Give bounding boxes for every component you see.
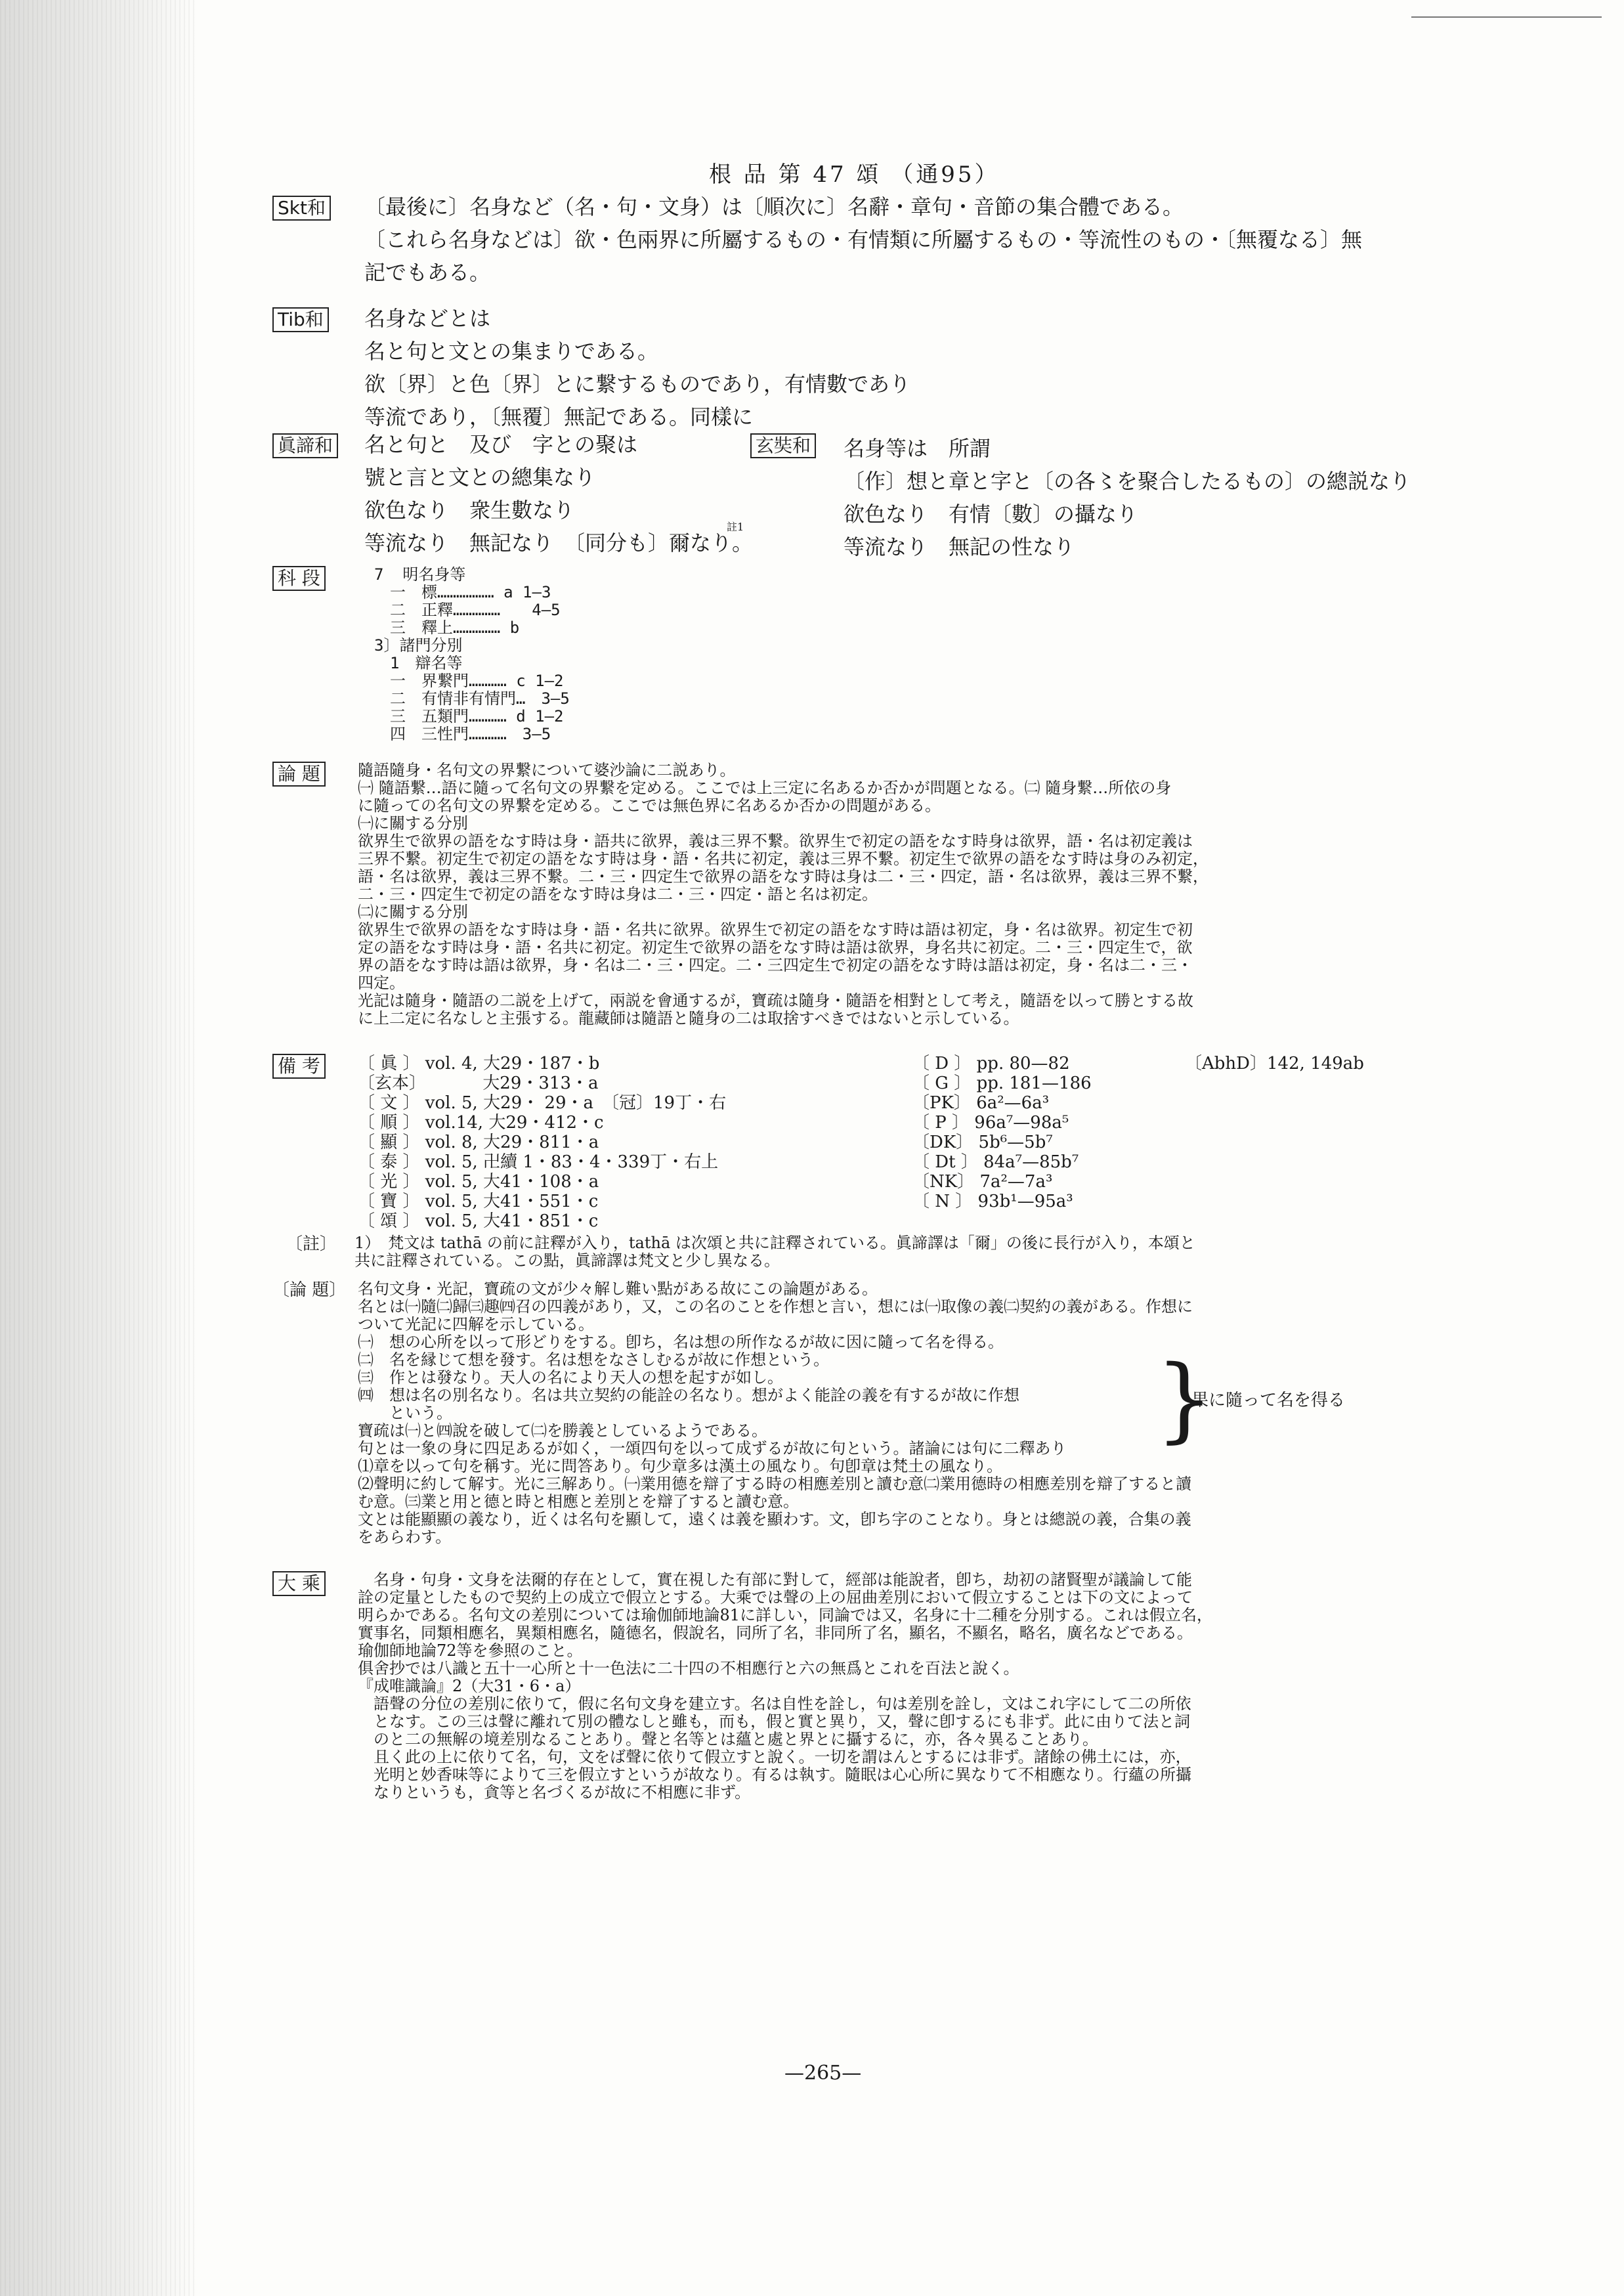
para-line: のと二の無解の境差別なることあり。聲と名等とは蘊と處と界とに攝するに，亦，各々異ることあり。 — [358, 1730, 1098, 1748]
outline-line: 一 界繋門………… c 1—2 — [374, 672, 564, 690]
ref-value: vol. 5, 大41・551・c — [425, 1192, 599, 1211]
ref-row — [912, 1073, 1092, 1093]
ref-value: vol. 8, 大29・811・a — [425, 1133, 599, 1152]
para-line: ⑴章を以って句を稱す。光に問答あり。句少章多は漢土の風なり。句卽章は梵土の風なり。 — [358, 1457, 1003, 1475]
brace-glyph: } — [1155, 1346, 1214, 1453]
para-line: 句とは一象の身に四足あるが如く，一頌四句を以って成ずるが故に句という。諸論には句に二釋あり — [358, 1439, 1067, 1458]
ref-value: vol. 4, 大29・187・b — [425, 1054, 600, 1073]
zhendi-line: 名と句と 及び 字との聚は — [364, 432, 638, 457]
notes-text — [354, 1234, 1434, 1270]
para-line: 三界不繋。初定生で初定の語をなす時は身・語・名共に初定，義は三界不繋。初定生で欲界の語をなす時は身のみ初定， — [358, 850, 1208, 868]
ref-key: 〔 N 〕 — [912, 1192, 973, 1211]
para-line: ついて光記に四解を示している。 — [358, 1315, 594, 1333]
label-ronryo-2-text: 論 題 — [289, 1280, 330, 1300]
xuanzang-line: 名身等は 所謂 — [844, 436, 991, 461]
para-line: 光明と妙香味等によりて三を假立すというが故なり。有るは執す。隨眠は心心所に異なりて不相應なり。行蘊の所攝 — [358, 1765, 1192, 1784]
ref-key: 〔 文 〕 — [358, 1093, 420, 1113]
zhendi-line: 欲色なり 衆生數なり — [364, 498, 575, 523]
ref-value: vol. 5, 大29・ 29・a 〔冠〕19丁・右 — [425, 1093, 727, 1113]
para-line: 『成唯識論』2（大31・6・a） — [358, 1677, 581, 1695]
ronryo-1-text — [358, 762, 1434, 1028]
para-line: ㈠に關する分別 — [358, 814, 468, 833]
ref-row — [912, 1172, 1092, 1192]
label-notes-text: 註 — [303, 1234, 320, 1254]
para-line: む意。㈢業と用と德と時と相應と差別とを辯了すると讀む意。 — [358, 1492, 799, 1511]
page-number: —265— — [784, 2062, 862, 2085]
para-line: 語・名は欲界，義は三界不繋。二・三・四定生で欲界の語をなす時は身は二・三・四定，語・名は欲界，義は三界不繋， — [358, 867, 1208, 886]
brace-note: 果に隨って名を得る — [1191, 1391, 1346, 1410]
para-line: ㈣ 想は名の別名なり。名は共立契約の能詮の名なり。想がよく能詮の義を有するが故に作想 — [358, 1386, 1019, 1404]
ref-key: 〔 Dt 〕 — [912, 1152, 978, 1172]
para-line: 名とは㈠隨㈡歸㈢趣㈣召の四義があり，又，この名のことを作想と言い，想には㈠取像の義㈡契約の義がある。作想に — [358, 1297, 1193, 1316]
para-line: ㈠ 想の心所を以って形どりをする。卽ち，名は想の所作なるが故に因に隨って名を得る。 — [358, 1333, 1004, 1351]
outline-line: 7 明名身等 — [374, 565, 466, 584]
ronryo-2-text — [358, 1280, 1434, 1546]
para-line: 寶疏は㈠と㈣說を破して㈡を勝義としているようである。 — [358, 1421, 767, 1440]
ref-value: 5b⁶—5b⁷ — [978, 1133, 1053, 1152]
note-line: 1） 梵文は tathā の前に註釋が入り，tathā は次頌と共に註釋されている。眞諦譯は「爾」の後に長行が入り，本頌と — [354, 1234, 1195, 1252]
skt-line: 〔これら名身などは〕欲・色兩界に所屬するもの・有情類に所屬するもの・等流性のもの・〔無覆なる〕無 — [364, 227, 1363, 252]
para-line: 光記は隨身・隨語の二説を上げて，兩説を會通するが，寶疏は隨身・隨語を相對として考え，隨語を以って勝とする故 — [358, 991, 1193, 1010]
label-notes: 〔註〕 — [286, 1234, 337, 1254]
label-zhendi: 眞諦和 — [272, 433, 338, 458]
xuanzang-text — [844, 432, 1434, 563]
outline-line: 三 釋上…………… b — [374, 618, 520, 637]
ref-row — [912, 1093, 1092, 1113]
para-line: 二・三・四定生で初定の語をなす時は身は二・三・四定・語と名は初定。 — [358, 885, 878, 903]
ref-key: 〔DK〕 — [912, 1133, 973, 1152]
ref-value: pp. 181—186 — [976, 1073, 1092, 1093]
label-ronryo-2: 〔論 題〕 — [272, 1280, 347, 1300]
ref-value: 大29・313・a — [431, 1073, 599, 1093]
ref-key: 〔 P 〕 — [912, 1113, 970, 1133]
para-line: 文とは能顯顯の義なり，近くは名句を顯して，遠くは義を顯わす。文，卽ち字のことなり。身とは總説の義，合集の義 — [358, 1510, 1191, 1528]
tib-line: 等流であり，〔無覆〕無記である。同樣に — [364, 404, 754, 429]
para-line: 俱舍抄では八識と五十一心所と十一色法に二十四の不相應行と六の無爲とこれを百法と說く。 — [358, 1659, 1019, 1678]
ref-key: 〔 眞 〕 — [358, 1054, 420, 1073]
ref-key: 〔 顯 〕 — [358, 1133, 420, 1152]
xuanzang-line: 欲色なり 有情〔數〕の攝なり — [844, 502, 1138, 527]
label-kedan: 科 段 — [272, 566, 326, 591]
ref-value: vol. 5, 大41・108・a — [425, 1172, 599, 1192]
para-line: 欲界生で欲界の語をなす時は身・語共に欲界，義は三界不繋。欲界生で初定の語をなす時身は欲界，語・名は初定義は — [358, 832, 1193, 850]
para-line: に上二定に名なしと主張する。龍藏師は隨語と隨身の二は取捨すべきではないと示している。 — [358, 1009, 1019, 1028]
ref-key: 〔玄本〕 — [358, 1073, 427, 1093]
outline-line: 1 辯名等 — [374, 654, 463, 672]
ref-key: 〔PK〕 — [912, 1093, 971, 1113]
para-line: なりというも，貪等と名づくるが故に不相應に非ず。 — [358, 1783, 751, 1802]
para-line: 實事名，同類相應名，異類相應名，隨德名，假說名，同所了名，非同所了名，顯名，不顯名，略名，廣名などである。 — [358, 1624, 1193, 1642]
ref-value: 93b¹—95a³ — [977, 1192, 1073, 1211]
ref-row — [358, 1192, 935, 1211]
zhendi-line: 等流なり 無記なり 〔同分も〕爾なり。 — [364, 531, 754, 555]
ref-key: 〔 順 〕 — [358, 1113, 420, 1133]
biko-middle — [912, 1054, 1092, 1211]
ref-row — [912, 1192, 1092, 1211]
scan-edge-shadow — [0, 0, 197, 2296]
outline-line: 二 正釋…………… 4—5 — [374, 601, 561, 619]
para-line: ㈠ 隨語繋…語に隨って名句文の界繋を定める。ここでは上三定に名あるか否かが問題となる。㈡ 隨身繋…所依の身 — [358, 779, 1172, 797]
note-line: 共に註釋されている。この點，眞諦譯は梵文と少し異なる。 — [354, 1251, 780, 1270]
ref-value: vol. 5, 大41・851・c — [425, 1211, 599, 1231]
skt-text — [364, 190, 1428, 289]
para-line: 欲界生で欲界の語をなす時は身・語・名共に欲界。欲界生で初定の語をなす時は語は初定，身・名は欲界。初定生で初 — [358, 921, 1193, 939]
daijo-text — [358, 1571, 1434, 1802]
tib-text — [364, 302, 1428, 433]
ref-key: 〔NK〕 — [912, 1172, 975, 1192]
para-line: ⑵聲明に約して解す。光に三解あり。㈠業用德を辯了する時の相應差別と讀む意㈡業用德時の相應差別を辯了すると讀 — [358, 1475, 1192, 1493]
ref-row — [358, 1172, 935, 1192]
skt-line: 記でもある。 — [364, 260, 491, 285]
kedan-outline — [374, 566, 1438, 743]
tib-line: 名と句と文との集まりである。 — [364, 339, 659, 364]
ref-value: vol. 5, 卍續 1・83・4・339丁・右上 — [425, 1152, 719, 1172]
xuanzang-line: 等流なり 無記の性なり — [844, 534, 1075, 559]
note-marker: 註1 — [727, 521, 744, 533]
tib-line: 欲〔界〕と色〔界〕とに繋するものであり，有情數であり — [364, 372, 911, 397]
biko-left — [358, 1054, 935, 1231]
ref-row — [912, 1133, 1092, 1152]
ref-row — [912, 1113, 1092, 1133]
outline-line: 三 五類門………… d 1—2 — [374, 707, 564, 726]
ref-row — [358, 1133, 935, 1152]
label-ronryo-1: 論 題 — [272, 762, 326, 787]
ref-value: vol.14, 大29・412・c — [425, 1113, 604, 1133]
ref-row — [358, 1073, 935, 1093]
para-line: 隨語隨身・名句文の界繋について婆沙論に二説あり。 — [358, 761, 736, 779]
ref-value: 84a⁷—85b⁷ — [983, 1152, 1079, 1172]
para-line: 名句文身・光記，寶疏の文が少々解し難い點がある故にこの論題がある。 — [358, 1280, 878, 1298]
ref-key: 〔 G 〕 — [912, 1073, 972, 1093]
top-rule — [1411, 16, 1602, 18]
para-line: ㈢ 作とは發なり。天人の名により天人の想を起すが如し。 — [358, 1368, 783, 1387]
ref-row — [912, 1054, 1092, 1073]
biko-right: 〔AbhD〕142, 149ab — [1185, 1054, 1364, 1073]
ref-key: 〔 光 〕 — [358, 1172, 420, 1192]
para-line: 瑜伽師地論72等を參照のこと。 — [358, 1641, 583, 1660]
ref-row — [358, 1113, 935, 1133]
para-line: 四定。 — [358, 974, 405, 992]
label-tib: Tib和 — [272, 307, 329, 332]
outline-line: 四 三性門………… 3—5 — [374, 725, 551, 743]
label-xuanzang: 玄奘和 — [750, 433, 816, 458]
ref-row — [358, 1054, 935, 1073]
para-line: に隨っての名句文の界繋を定める。ここでは無色界に名あるか否かの問題がある。 — [358, 796, 941, 815]
para-line: となす。この三は聲に離れて別の體なしと雖も，而も，假と實と異り，又，聲に卽するにも非ず。此に由りて法と詞 — [358, 1712, 1191, 1731]
para-line: 詮の定量としたもので契約上の成立で假立とする。大乘では聲の上の屈曲差別において假立することは下の文によって — [358, 1588, 1193, 1607]
para-line: 語聲の分位の差別に依りて，假に名句文身を建立す。名は自性を詮し，句は差別を詮し，文はこれ字にして二の所依 — [358, 1695, 1191, 1713]
para-line: 且く此の上に依りて名，句，文をば聲に依りて假立すと說く。一切を謂はんとするには非ず。諸餘の佛土には，亦， — [358, 1748, 1191, 1766]
para-line: ㈡ 名を縁じて想を發す。名は想をなさしむるが故に作想という。 — [358, 1351, 830, 1369]
ref-value: 7a²—7a³ — [979, 1172, 1053, 1192]
para-line: という。 — [358, 1404, 452, 1422]
ref-key: 〔 D 〕 — [912, 1054, 972, 1073]
para-line: ㈡に關する分別 — [358, 903, 468, 921]
outline-line: 3〕諸門分別 — [374, 636, 463, 655]
ref-value: 96a⁷—98a⁵ — [974, 1113, 1069, 1133]
ref-row — [358, 1211, 935, 1231]
ref-key: 〔 頌 〕 — [358, 1211, 420, 1231]
para-line: 界の語をなす時は語は欲界，身・名は二・三・四定。二・三四定生で初定の語をなす時は語は初定，身・名は二・三・ — [358, 956, 1193, 974]
outline-line: 二 有情非有情門… 3—5 — [374, 689, 570, 708]
outline-line: 一 標……………… a 1—3 — [374, 583, 551, 601]
ref-row — [358, 1152, 935, 1172]
xuanzang-line: 〔作〕想と章と字と〔の各〻を聚合したるもの〕の總説なり — [844, 469, 1411, 494]
tib-line: 名身などとは — [364, 306, 491, 331]
para-line: 名身・句身・文身を法爾的存在として，實在視した有部に對して，經部は能說者，卽ち，劫初の諸賢聖が議論して能 — [358, 1570, 1193, 1589]
label-skt: Skt和 — [272, 196, 331, 221]
zhendi-line: 號と言と文との總集なり — [364, 465, 596, 490]
skt-line: 〔最後に〕名身など（名・句・文身）は〔順次に〕名辭・章句・音節の集合體である。 — [364, 194, 1184, 219]
ref-key: 〔 寶 〕 — [358, 1192, 420, 1211]
ref-row — [912, 1152, 1092, 1172]
ref-key: 〔 泰 〕 — [358, 1152, 420, 1172]
page-title: 根 品 第 47 頌 （通95） — [709, 162, 1000, 188]
label-daijo: 大 乘 — [272, 1571, 326, 1596]
para-line: をあらわす。 — [358, 1528, 452, 1546]
para-line: 定の語をなす時は身・語・名共に初定。初定生で欲界の語をなす時は語は欲界，身名共に初定。二・三・四定生で，欲 — [358, 938, 1193, 957]
label-biko: 備 考 — [272, 1054, 326, 1079]
ref-row — [358, 1093, 935, 1113]
ref-value: pp. 80—82 — [976, 1054, 1070, 1073]
ref-value: 6a²—6a³ — [976, 1093, 1050, 1113]
para-line: 明らかである。名句文の差別については瑜伽師地論81に詳しい，同論では又，名身に十二種を分別する。これは假立名， — [358, 1606, 1213, 1624]
